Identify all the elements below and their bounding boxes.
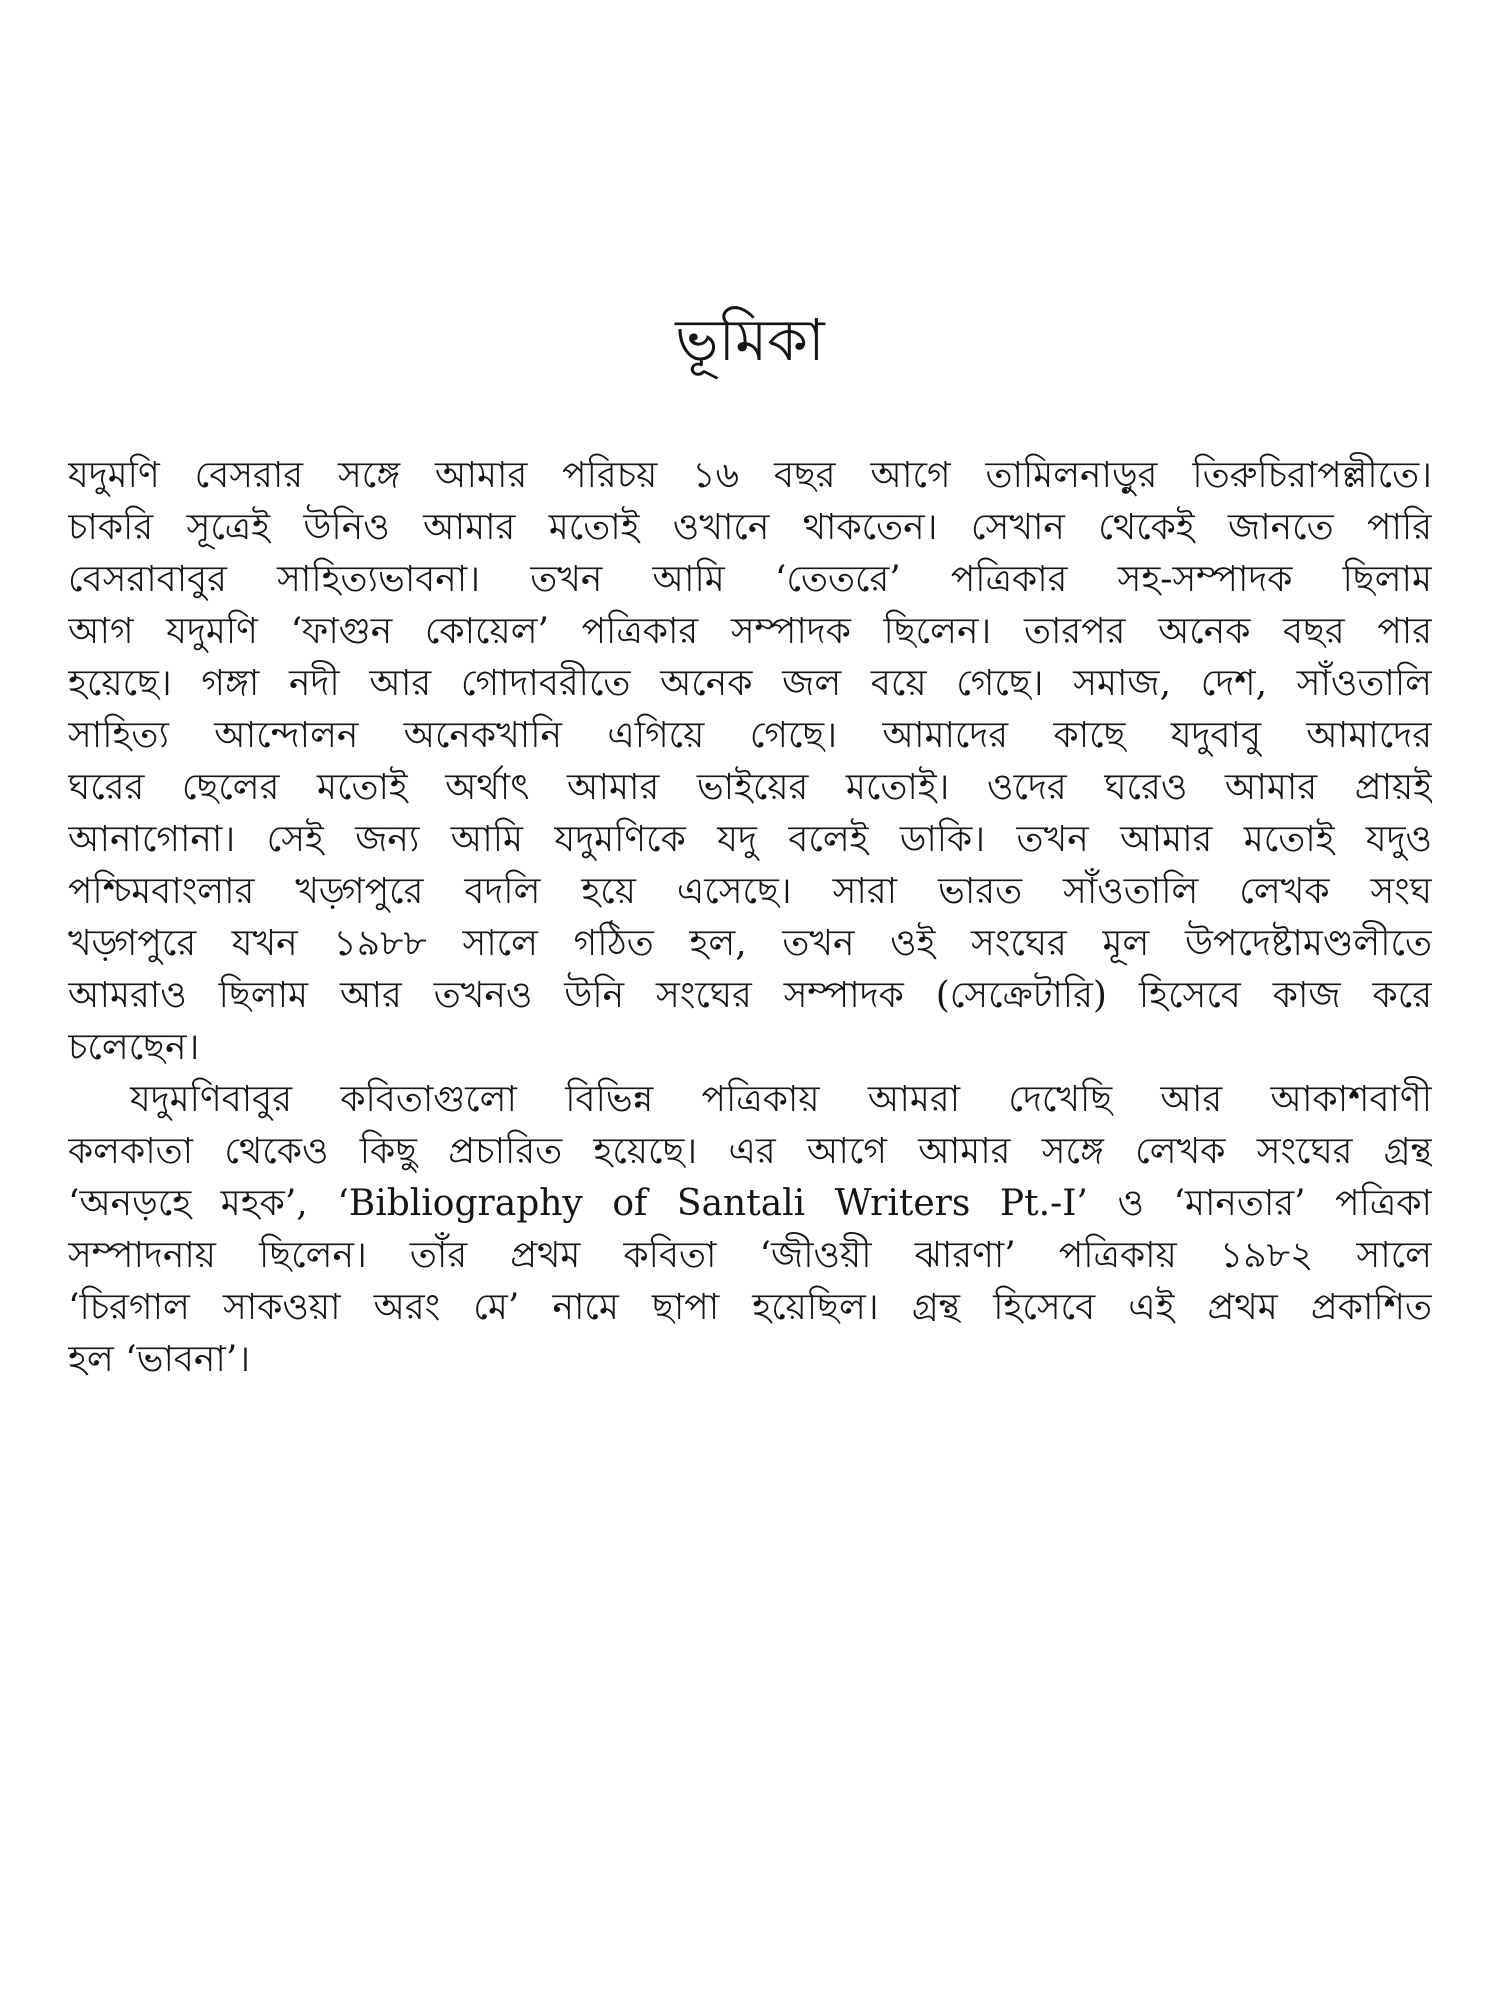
text-line: বেসরাবাবুর সাহিত্যভাবনা। তখন আমি ‘তেতরে’ পত্রিকার সহ-সম্পাদক ছিলাম — [68, 559, 1432, 600]
text-line: আগ যদুমণি ‘ফাগুন কোয়েল’ পত্রিকার সম্পাদক ছিলেন। তারপর অনেক বছর পার — [68, 611, 1432, 652]
text-line: চলেছেন। — [68, 1027, 200, 1068]
text-line: আনাগোনা। সেই জন্য আমি যদুমণিকে যদু বলেই ডাকি। তখন আমার মতোই যদুও — [68, 819, 1432, 860]
text-line: হল ‘ভাবনা’। — [68, 1339, 251, 1380]
paragraph-2 — [68, 1074, 1432, 1386]
paragraph-1 — [68, 450, 1432, 1074]
text-line: যদুমণি বেসরার সঙ্গে আমার পরিচয় ১৬ বছর আগে তামিলনাড়ুর তিরুচিরাপল্লীতে। — [68, 455, 1432, 496]
page-title: ভূমিকা — [675, 306, 825, 374]
text-line: কলকাতা থেকেও কিছু প্রচারিত হয়েছে। এর আগে আমার সঙ্গে লেখক সংঘের গ্রন্থ — [68, 1131, 1432, 1172]
text-line: খড়্গপুরে যখন ১৯৮৮ সালে গঠিত হল, তখন ওই সংঘের মূল উপদেষ্টামণ্ডলীতে — [68, 923, 1432, 964]
text-line: সাহিত্য আন্দোলন অনেকখানি এগিয়ে গেছে। আমাদের কাছে যদুবাবু আমাদের — [68, 715, 1432, 756]
text-line: চাকরি সূত্রেই উনিও আমার মতোই ওখানে থাকতেন। সেখান থেকেই জানতে পারি — [68, 507, 1432, 548]
text-line: ‘অনড়হে মহক’, ‘Bibliography of Santali Writers Pt.-I’ ও ‘মানতার’ পত্রিকা — [68, 1183, 1432, 1224]
text-line: সম্পাদনায় ছিলেন। তাঁর প্রথম কবিতা ‘জীওয়ী ঝারণা’ পত্রিকায় ১৯৮২ সালে — [68, 1235, 1432, 1276]
text-line: ‘চিরগাল সাকওয়া অরং মে’ নামে ছাপা হয়েছিল। গ্রন্থ হিসেবে এই প্রথম প্রকাশিত — [68, 1287, 1432, 1328]
text-line: হয়েছে। গঙ্গা নদী আর গোদাবরীতে অনেক জল বয়ে গেছে। সমাজ, দেশ, সাঁওতালি — [68, 663, 1432, 704]
text-line: ঘরের ছেলের মতোই অর্থাৎ আমার ভাইয়ের মতোই। ওদের ঘরেও আমার প্রায়ই — [68, 767, 1432, 808]
preface-body — [68, 450, 1432, 1386]
text-line: যদুমণিবাবুর কবিতাগুলো বিভিন্ন পত্রিকায় আমরা দেখেছি আর আকাশবাণী — [130, 1079, 1432, 1120]
text-line: আমরাও ছিলাম আর তখনও উনি সংঘের সম্পাদক (সেক্রেটারি) হিসেবে কাজ করে — [68, 975, 1432, 1016]
text-line: পশ্চিমবাংলার খড়্গপুরে বদলি হয়ে এসেছে। সারা ভারত সাঁওতালি লেখক সংঘ — [68, 871, 1432, 912]
